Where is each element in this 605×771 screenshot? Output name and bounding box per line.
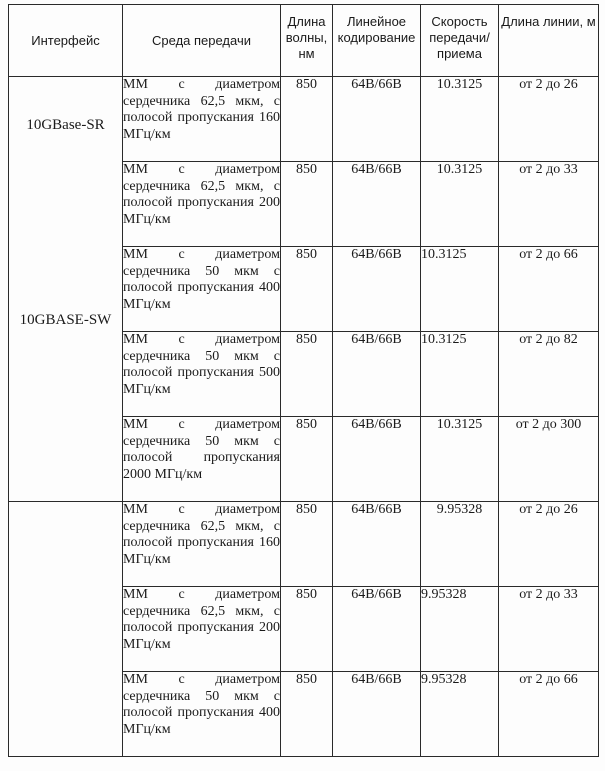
wavelength-cell: 850 [281,247,333,332]
wavelength-cell: 850 [281,162,333,247]
coding-cell: 64В/66В [333,332,421,417]
coding-cell: 64В/66В [333,417,421,502]
coding-cell: 64В/66В [333,672,421,757]
header-speed: Скорость передачи/ приема [421,5,499,77]
wavelength-cell: 850 [281,332,333,417]
length-cell: от 2 до 66 [499,672,599,757]
length-cell: от 2 до 26 [499,77,599,162]
coding-cell: 64В/66В [333,162,421,247]
medium-cell: ММ с диаметром сердечника 50 мкм с полосой пропускания 400 МГц/км [123,672,281,757]
header-row [9,5,599,77]
header-medium: Среда передачи [123,5,281,77]
medium-cell: ММ с диаметром сердечника 62,5 мкм, с полосой пропускания 160 МГц/км [123,502,281,587]
wavelength-cell: 850 [281,502,333,587]
speed-cell: 9.95328 [421,672,499,757]
medium-cell: ММ с диаметром сердечника 62,5 мкм, с полосой пропускания 200 МГц/км [123,162,281,247]
wavelength-cell: 850 [281,77,333,162]
header-interface: Интерфейс [9,5,123,77]
wavelength-cell: 850 [281,417,333,502]
medium-cell: ММ с диаметром сердечника 50 мкм с полосой пропускания 500 МГц/км [123,332,281,417]
medium-cell: ММ с диаметром сердечника 62,5 мкм, с полосой пропускания 200 МГц/км [123,587,281,672]
coding-cell: 64В/66В [333,247,421,332]
length-cell: от 2 до 33 [499,162,599,247]
medium-cell: ММ с диаметром сердечника 62,5 мкм, с полосой пропускания 160 МГц/км [123,77,281,162]
speed-cell: 10.3125 [421,247,499,332]
wavelength-cell: 850 [281,587,333,672]
table-row [9,502,599,587]
speed-cell: 10.3125 [421,162,499,247]
length-cell: от 2 до 26 [499,502,599,587]
speed-cell: 10.3125 [421,77,499,162]
header-coding: Линейное кодирование [333,5,421,77]
length-cell: от 2 до 82 [499,332,599,417]
length-cell: от 2 до 66 [499,247,599,332]
interface-cell: 10GBase-SR [9,77,123,502]
speed-cell: 10.3125 [421,417,499,502]
coding-cell: 64В/66В [333,77,421,162]
header-length: Длина линии, м [499,5,599,77]
speed-cell: 10.3125 [421,332,499,417]
coding-cell: 64В/66В [333,502,421,587]
speed-cell: 9.95328 [421,502,499,587]
medium-cell: ММ с диаметром сердечника 50 мкм с полосой пропускания 2000 МГц/км [123,417,281,502]
spec-table [8,4,599,757]
speed-cell: 9.95328 [421,587,499,672]
interface-cell: 10GBASE-SW [9,502,123,757]
length-cell: от 2 до 300 [499,417,599,502]
wavelength-cell: 850 [281,672,333,757]
coding-cell: 64В/66В [333,587,421,672]
medium-cell: ММ с диаметром сердечника 50 мкм с полосой пропускания 400 МГц/км [123,247,281,332]
table-row [9,77,599,162]
header-wavelength: Длина волны, нм [281,5,333,77]
length-cell: от 2 до 33 [499,587,599,672]
